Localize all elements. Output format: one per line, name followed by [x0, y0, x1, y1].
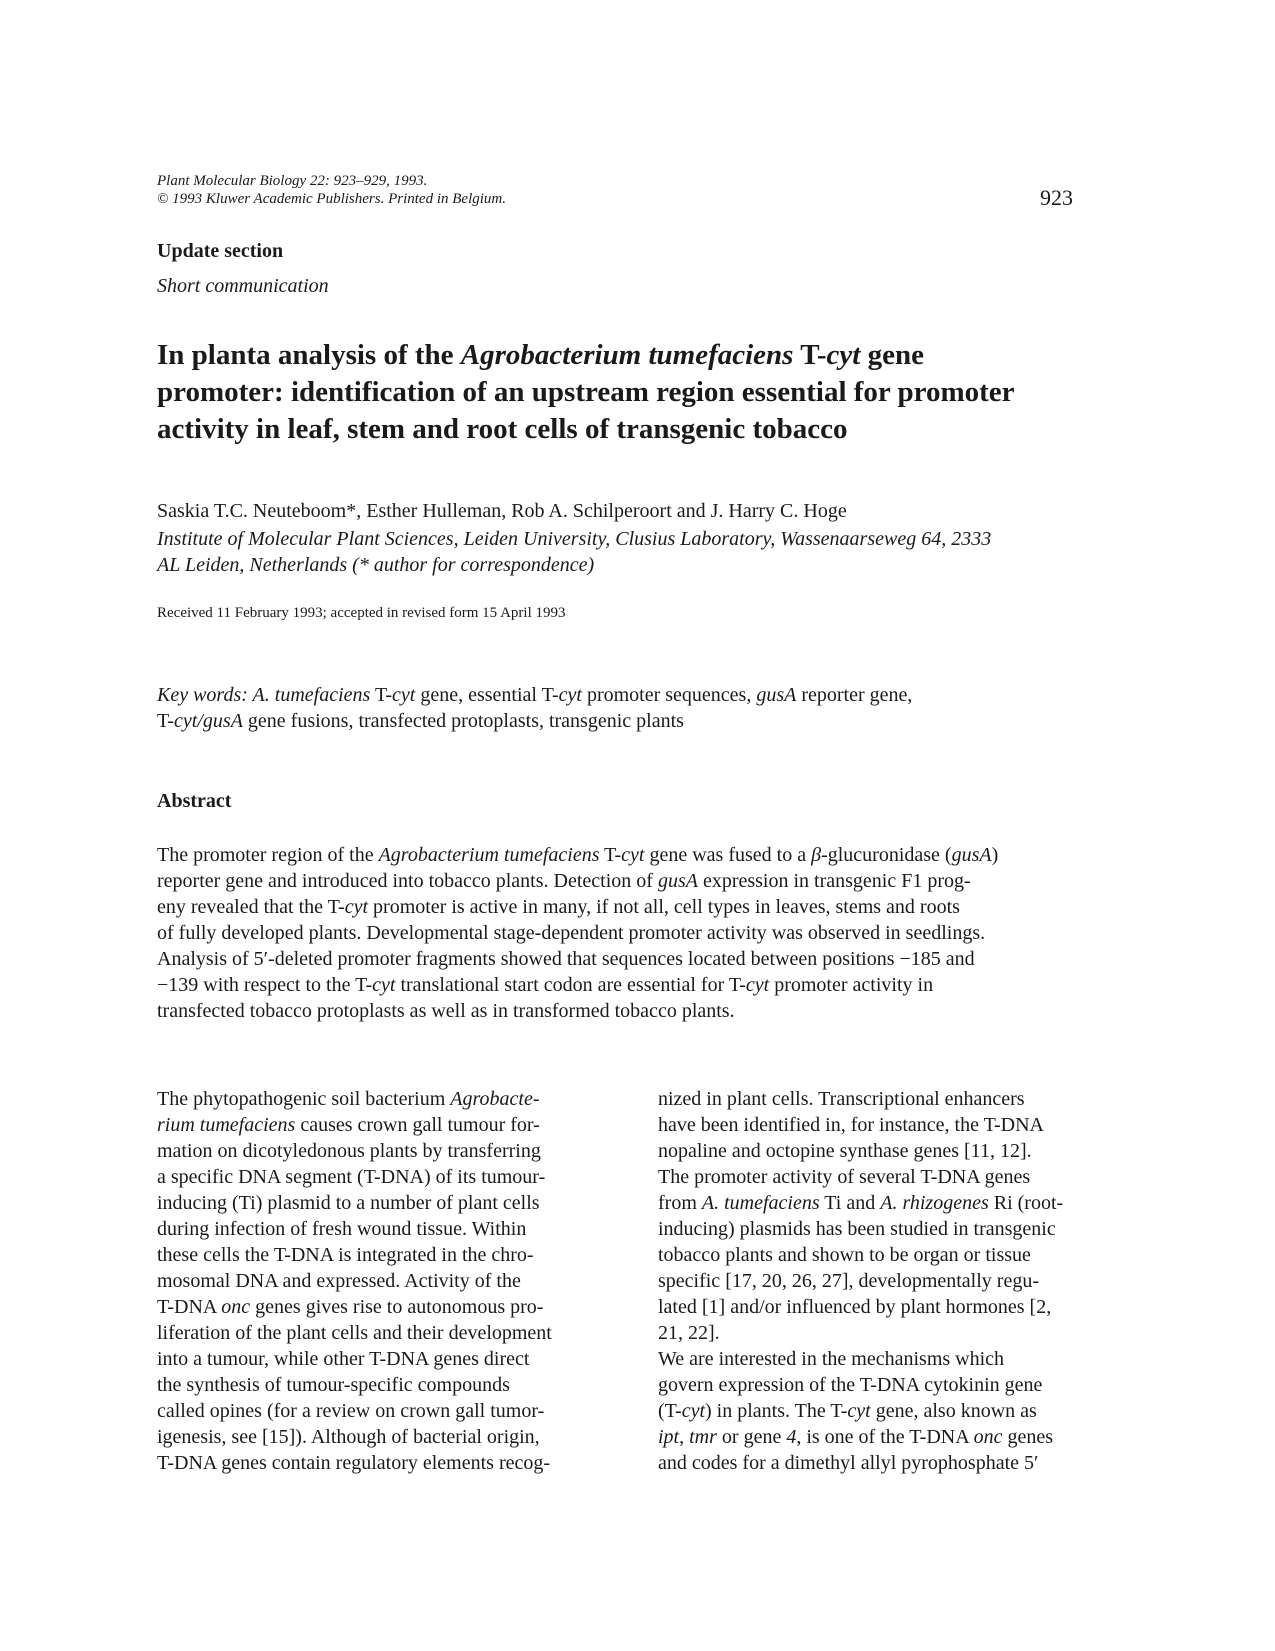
- text-run: 21, 22].: [658, 1322, 720, 1344]
- text-line: [658, 1216, 1063, 1242]
- text-run-italic: 4: [786, 1426, 797, 1448]
- abstract-heading: Abstract: [157, 790, 232, 812]
- text-line: [157, 972, 1117, 998]
- title-line-2: promoter: identification of an upstream region essential for promoter: [157, 376, 1015, 408]
- text-run: gene fusions, transfected protoplasts, transgenic plants: [242, 710, 684, 732]
- text-run: eny revealed that the T-: [157, 896, 345, 918]
- text-run: (T-: [658, 1400, 682, 1422]
- text-run: mation on dicotyledonous plants by transferring: [157, 1140, 541, 1162]
- affiliation: [157, 526, 991, 578]
- text-run-italic: β: [811, 844, 822, 866]
- text-run: Analysis of 5′-deleted promoter fragments showed that sequences located between positions −185 and: [157, 948, 975, 970]
- text-run: Ri (root-: [988, 1192, 1064, 1214]
- text-line: [157, 894, 1117, 920]
- text-line: [658, 1320, 1063, 1346]
- text-run: have been identified in, for instance, the T-DNA: [658, 1114, 1044, 1136]
- journal-line-1: Plant Molecular Biology 22: 923–929, 1993.: [157, 173, 428, 189]
- text-run: from: [658, 1192, 702, 1214]
- title-part: gene: [860, 339, 924, 371]
- text-run: during infection of fresh wound tissue. Within: [157, 1218, 527, 1240]
- text-line: [658, 1424, 1063, 1450]
- affiliation-line-2: AL Leiden, Netherlands (* author for correspondence): [157, 554, 595, 576]
- text-run-italic: A. tumefaciens: [247, 684, 371, 706]
- text-run: promoter activity in: [769, 974, 934, 996]
- body-column-left: [157, 1086, 552, 1476]
- journal-citation: [157, 172, 506, 208]
- text-line: [658, 1190, 1063, 1216]
- keywords: [157, 682, 912, 734]
- text-line: [157, 920, 1117, 946]
- keywords-label: Key words:: [157, 684, 248, 706]
- text-run-italic: tmr: [689, 1426, 717, 1448]
- text-run-italic: cyt: [847, 1400, 871, 1422]
- text-run: gene was fused to a: [644, 844, 812, 866]
- text-run: Ti and: [819, 1192, 881, 1214]
- authors: Saskia T.C. Neuteboom*, Esther Hulleman, Rob A. Schilperoort and J. Harry C. Hoge: [157, 500, 847, 522]
- text-run: nopaline and octopine synthase genes [11, 12].: [658, 1140, 1032, 1162]
- affiliation-line-1: Institute of Molecular Plant Sciences, Leiden University, Clusius Laboratory, Wassenaarseweg 64, 2333: [157, 528, 992, 550]
- text-run-italic: gusA: [756, 684, 797, 706]
- keywords-line-2: [157, 708, 912, 734]
- title-part: T-: [793, 339, 827, 371]
- text-run: genes gives rise to autonomous pro-: [250, 1296, 544, 1318]
- text-line: [157, 1242, 552, 1268]
- text-run: liferation of the plant cells and their development: [157, 1322, 552, 1344]
- text-line: [157, 1190, 552, 1216]
- text-run: of fully developed plants. Developmental stage-dependent promoter activity was observed in seedlings.: [157, 922, 986, 944]
- text-run-italic: A. tumefaciens: [701, 1192, 820, 1214]
- title-line-3: activity in leaf, stem and root cells of transgenic tobacco: [157, 413, 848, 445]
- text-line: [157, 842, 1117, 868]
- text-line: [157, 1372, 552, 1398]
- text-run: The promoter activity of several T-DNA genes: [658, 1166, 1031, 1188]
- text-run-italic: cyt: [745, 974, 770, 996]
- text-line: [658, 1372, 1063, 1398]
- text-run: govern expression of the T-DNA cytokinin gene: [658, 1374, 1043, 1396]
- text-run-italic: cyt: [372, 974, 396, 996]
- text-run: We are interested in the mechanisms which: [658, 1348, 1005, 1370]
- text-run: T-DNA genes contain regulatory elements recog-: [157, 1452, 551, 1474]
- text-run-italic: cyt: [681, 1400, 706, 1422]
- received-dates: Received 11 February 1993; accepted in revised form 15 April 1993: [157, 605, 566, 621]
- section-heading: Update section: [157, 240, 284, 262]
- text-run: ) in plants. The T-: [705, 1400, 848, 1422]
- text-run: igenesis, see [15]). Although of bacterial origin,: [157, 1426, 540, 1448]
- text-line: [157, 1112, 552, 1138]
- text-line: [658, 1450, 1063, 1476]
- text-run: T-DNA: [157, 1296, 222, 1318]
- text-run-italic: rium tumefaciens: [157, 1114, 296, 1136]
- text-line: [658, 1242, 1063, 1268]
- text-run: expression in transgenic F1 prog-: [697, 870, 971, 892]
- text-run-italic: cyt/gusA: [174, 710, 243, 732]
- text-run-italic: A. rhizogenes: [880, 1192, 989, 1214]
- text-run: ): [991, 844, 999, 866]
- text-line: [658, 1346, 1063, 1372]
- journal-line-2: © 1993 Kluwer Academic Publishers. Printed in Belgium.: [157, 191, 506, 207]
- page-number: 923: [1040, 185, 1073, 210]
- text-line: [157, 868, 1117, 894]
- text-run-italic: cyt: [558, 684, 582, 706]
- text-run-italic: gusA: [657, 870, 698, 892]
- text-run: T-: [599, 844, 622, 866]
- text-run: tobacco plants and shown to be organ or tissue: [658, 1244, 1031, 1266]
- title-line-1: [157, 337, 1117, 374]
- paper-title: [157, 337, 1117, 448]
- text-run: specific [17, 20, 26, 27], developmentally regu-: [658, 1270, 1039, 1292]
- text-run: inducing (Ti) plasmid to a number of plant cells: [157, 1192, 540, 1214]
- text-run-italic: Agrobacte-: [450, 1088, 540, 1110]
- title-part: In planta analysis of the: [157, 339, 461, 371]
- text-line: [157, 1450, 552, 1476]
- text-line: [157, 1346, 552, 1372]
- body-column-right: [658, 1086, 1063, 1476]
- text-run: inducing) plasmids has been studied in transgenic: [658, 1218, 1056, 1240]
- text-run-italic: ipt: [658, 1426, 680, 1448]
- text-line: [157, 1294, 552, 1320]
- text-run: gene, essential T-: [415, 684, 559, 706]
- text-line: [658, 1268, 1063, 1294]
- text-run: The promoter region of the: [157, 844, 379, 866]
- text-line: [157, 1268, 552, 1294]
- text-run-italic: cyt: [621, 844, 645, 866]
- text-run: nized in plant cells. Transcriptional enhancers: [658, 1088, 1025, 1110]
- text-run: transfected tobacco protoplasts as well as in transformed tobacco plants.: [157, 1000, 735, 1022]
- text-run-italic: gusA: [951, 844, 992, 866]
- keywords-line-1: [157, 682, 912, 708]
- text-line: [658, 1112, 1063, 1138]
- text-run-italic: onc: [221, 1296, 251, 1318]
- text-run: ,: [679, 1426, 690, 1448]
- text-run: translational start codon are essential for T-: [395, 974, 746, 996]
- text-run: called opines (for a review on crown gall tumor-: [157, 1400, 545, 1422]
- text-run: the synthesis of tumour-specific compounds: [157, 1374, 510, 1396]
- text-run: reporter gene,: [796, 684, 913, 706]
- text-line: [157, 1320, 552, 1346]
- text-run: a specific DNA segment (T-DNA) of its tumour-: [157, 1166, 546, 1188]
- keywords-runs: [248, 684, 912, 706]
- text-line: [157, 1086, 552, 1112]
- text-run-italic: Agrobacterium tumefaciens: [378, 844, 600, 866]
- text-run: reporter gene and introduced into tobacco plants. Detection of: [157, 870, 658, 892]
- text-line: [157, 946, 1117, 972]
- text-line: [658, 1294, 1063, 1320]
- text-line: [658, 1164, 1063, 1190]
- text-run: mosomal DNA and expressed. Activity of the: [157, 1270, 521, 1292]
- text-run: gene, also known as: [870, 1400, 1037, 1422]
- subsection-heading: Short communication: [157, 275, 329, 297]
- text-line: [157, 1398, 552, 1424]
- text-run: -glucuronidase (: [821, 844, 952, 866]
- text-run: genes: [1002, 1426, 1053, 1448]
- title-part-italic: cyt: [826, 339, 861, 371]
- text-run: or gene: [716, 1426, 787, 1448]
- text-line: [157, 1138, 552, 1164]
- text-line: [157, 1216, 552, 1242]
- text-run: promoter is active in many, if not all, cell types in leaves, stems and roots: [368, 896, 960, 918]
- text-run: into a tumour, while other T-DNA genes direct: [157, 1348, 530, 1370]
- text-line: [157, 998, 1117, 1024]
- text-run: lated [1] and/or influenced by plant hormones [2,: [658, 1296, 1052, 1318]
- text-run-italic: onc: [973, 1426, 1003, 1448]
- text-run: The phytopathogenic soil bacterium: [157, 1088, 451, 1110]
- text-line: [658, 1086, 1063, 1112]
- text-run: causes crown gall tumour for-: [295, 1114, 540, 1136]
- text-run: T-: [370, 684, 392, 706]
- text-line: [157, 1164, 552, 1190]
- text-line: [658, 1398, 1063, 1424]
- title-part-italic: Agrobacterium tumefaciens: [460, 339, 794, 371]
- text-run-italic: cyt: [392, 684, 416, 706]
- text-run: −139 with respect to the T-: [157, 974, 373, 996]
- text-run-italic: cyt: [344, 896, 369, 918]
- text-run: T-: [157, 710, 175, 732]
- text-run: and codes for a dimethyl allyl pyrophosphate 5′: [658, 1452, 1039, 1474]
- text-run: , is one of the T-DNA: [796, 1426, 974, 1448]
- text-line: [658, 1138, 1063, 1164]
- abstract-body: [157, 842, 1117, 1024]
- text-line: [157, 1424, 552, 1450]
- text-run: these cells the T-DNA is integrated in the chro-: [157, 1244, 534, 1266]
- text-run: promoter sequences,: [581, 684, 757, 706]
